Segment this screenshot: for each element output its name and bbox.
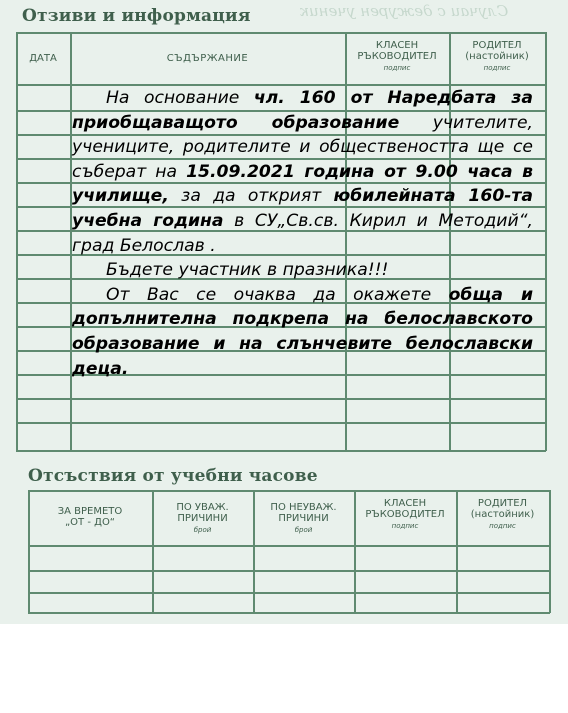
header-line: ПРИЧИНИ <box>177 513 228 524</box>
header-line: (настойник) <box>470 509 535 520</box>
table-rule <box>545 32 547 451</box>
signature-caption: подпис <box>383 64 411 72</box>
unexcused-column-header <box>253 502 354 536</box>
absences-section-title: Отсъствия от учебни часове <box>28 466 318 486</box>
table-rule <box>16 422 546 424</box>
header-line: ПО УВАЖ. <box>176 502 229 513</box>
text-run: в СУ„Св.св. Кирил и Методий“, град Белослав . <box>72 210 534 256</box>
header-line: КЛАСЕН <box>375 40 419 51</box>
text-run: учителите, учениците, родителите и обществеността ще се съберат на <box>72 112 533 182</box>
count-caption: брой <box>193 526 212 534</box>
header-line: ПРИЧИНИ <box>278 513 329 524</box>
text-run: От Вас се очаква да окажете <box>106 284 449 305</box>
header-line: КЛАСЕН <box>383 498 427 509</box>
period-column-header <box>28 506 152 528</box>
text-run: На основание <box>106 88 254 108</box>
header-line: ПО НЕУВАЖ. <box>270 502 337 513</box>
count-caption: брой <box>294 526 313 534</box>
header-line: (настойник) <box>465 51 529 62</box>
header-line: ЗА ВРЕМЕТО <box>57 506 123 517</box>
excused-column-header <box>152 502 253 536</box>
content-column-header: СЪДЪРЖАНИЕ <box>166 53 249 64</box>
anniversary-phrase: юбилейната 160-та учебна година <box>72 186 533 231</box>
header-line: „ОТ - ДО“ <box>65 517 115 528</box>
header-line: РОДИТЕЛ <box>472 40 522 51</box>
signature-caption: подпис <box>391 522 419 530</box>
header-line: РОДИТЕЛ <box>477 498 528 509</box>
header-line: РЪКОВОДИТЕЛ <box>365 509 445 520</box>
announcement-paragraph <box>72 283 533 381</box>
table-rule <box>28 592 550 594</box>
class-teacher-column-header <box>354 498 456 532</box>
parent-column-header <box>456 498 549 532</box>
bleed-through-text: Случаи с дежурен ученик <box>300 2 509 20</box>
announcement-paragraph <box>72 258 533 283</box>
class-teacher-column-header <box>345 40 449 74</box>
table-rule <box>28 490 550 492</box>
invitation-line: Бъдете участник в празника!!! <box>106 260 389 281</box>
table-rule <box>28 545 550 547</box>
announcement-text <box>72 86 533 381</box>
date-column-header: ДАТА <box>29 53 57 64</box>
header-line: РЪКОВОДИТЕЛ <box>357 51 437 62</box>
table-rule <box>16 450 546 452</box>
table-rule <box>16 32 546 34</box>
table-rule <box>16 32 18 451</box>
parent-column-header <box>449 40 545 74</box>
event-datetime: 15.09.2021 година от 9.00 часа в училище, <box>72 161 533 207</box>
support-phrase: обща и допълнителна подкрепа на белославското образование и на слънчевите белославски деца. <box>72 284 534 379</box>
table-rule <box>16 398 546 400</box>
table-rule <box>28 612 550 614</box>
table-rule <box>28 570 550 572</box>
table-rule <box>549 490 551 613</box>
signature-caption: подпис <box>489 522 516 530</box>
feedback-section-title: Отзиви и информация <box>22 6 251 26</box>
text-run: за да открият <box>168 186 334 207</box>
legal-reference: чл. 160 от Наредбата за приобщаващото образование <box>72 88 533 133</box>
announcement-paragraph <box>72 86 533 258</box>
signature-caption: подпис <box>483 64 511 72</box>
